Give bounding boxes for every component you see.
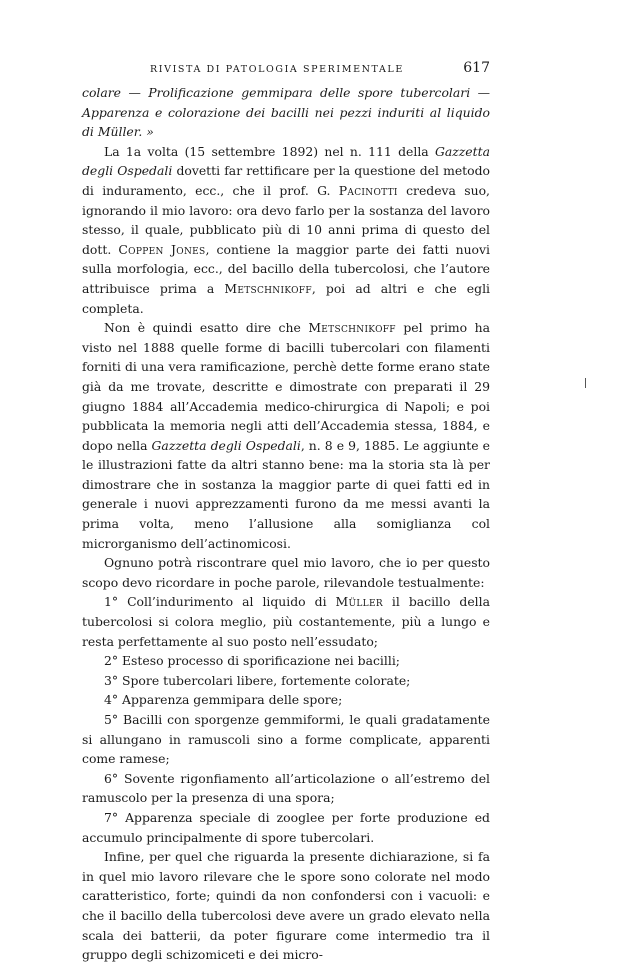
margin-mark xyxy=(585,378,586,388)
author-name: Coppen Jones xyxy=(118,241,206,257)
list-item-5: 5° Bacilli con sporgenze gemmiformi, le quali gradatamente si allungano in ramuscoli sino a forme complicate, apparenti come ramese; xyxy=(82,712,490,767)
list-item-6: 6° Sovente rigonfiamento all’articolazione o all’estremo del ramuscolo per la presenza di una spora; xyxy=(82,770,490,806)
author-name: Müller xyxy=(335,594,383,610)
author-name: Pacinotti xyxy=(338,182,398,198)
list-item-1 xyxy=(82,592,490,651)
paragraph-text: credeva suo, ignorando il mio lavoro: ora devo farlo per la sostanza del lavoro stesso, il quale, pubblicato più di 10 anni prima di questo del dott. xyxy=(82,182,490,257)
list-item-2: 2° Esteso processo di sporificazione nei bacilli; xyxy=(104,653,400,669)
paragraph-text: , n. 8 e 9, 1885. Le aggiunte e le illustrazioni fatte da altri stanno bene: ma la storia sta là per dimostrare che in sostanza la maggior parte di quei fatti ed in generale i nuovi apprezzamenti furono da me messi avanti la prima volta, meno l’allusione alla somiglianza col microrganismo dell’actinomicosi. xyxy=(82,437,490,551)
paragraph-text: , poi ad altri e che egli completa. xyxy=(82,280,490,316)
journal-title: Gazzetta degli Ospedali xyxy=(151,437,301,453)
list-item-3: 3° Spore tubercolari libere, fortemente colorate; xyxy=(104,672,411,688)
paragraph-first-correction xyxy=(82,142,490,318)
paragraph-text: , contiene la maggior parte dei fatti nuovi sulla morfologia, ecc., del bacillo della tubercolosi, che l’autore attribuisce prima a xyxy=(82,241,490,296)
quote-end-paragraph: colare — Prolificazione gemmipara delle spore tubercolari — Apparenza e colorazione dei bacilli nei pezzi induriti al liquido di Müller. » xyxy=(82,85,490,140)
paragraph-declaration: Infine, per quel che riguarda la presente dichiarazione, si fa in quel mio lavoro rilevare che le spore sono colorate nel modo caratteristico, forte; quindi da non confondersi con i vacuoli: e che il bacillo della tubercolosi deve avere un grado elevato nella scala dei batterii, da poter figurare come intermedio tra il gruppo degli schizomiceti e dei micro- xyxy=(82,849,490,963)
page-header xyxy=(70,60,490,76)
journal-title: Gazzetta degli Ospedali xyxy=(82,143,490,179)
page-number: 617 xyxy=(463,60,490,76)
paragraph-text: dovetti far rettificare per la questione del metodo di induramento, ecc., che il prof. G. xyxy=(82,163,490,198)
author-name: Metschnikoff xyxy=(308,320,396,336)
page-body xyxy=(82,83,490,965)
paragraph-text: pel primo ha visto nel 1888 quelle forme di bacilli tubercolari con filamenti forniti di una vera ramificazione, perchè dette forme erano state già da me trovate, descritte e dimostrate con preparati il 29 giugno 1884 all’Accademia medico-chirurgica di Napoli; e poi pubblicata la memoria negli atti dell’Accademia stessa, 1884, e dopo nella xyxy=(82,320,490,453)
paragraph-summary-intro: Ognuno potrà riscontrare quel mio lavoro, che io per questo scopo devo ricordare in poche parole, rilevandole testualmente: xyxy=(82,555,490,590)
item-text: il bacillo della tubercolosi si colora meglio, più costantemente, più a lungo e resta perfettamente al suo posto nell’essudato; xyxy=(82,594,490,649)
list-item-7: 7° Apparenza speciale di zooglee per forte produzione ed accumulo principalmente di spore tubercolari. xyxy=(82,809,490,845)
item-text: 1° Coll’indurimento al liquido di xyxy=(104,594,336,610)
paragraph-priority xyxy=(82,318,490,553)
running-head: RIVISTA DI PATOLOGIA SPERIMENTALE xyxy=(150,64,404,75)
paragraph-text: La 1a volta (15 settembre 1892) nel n. 111 della xyxy=(104,143,435,159)
list-item-4: 4° Apparenza gemmipara delle spore; xyxy=(104,692,343,708)
author-name: Metschnikoff xyxy=(224,280,312,296)
paragraph-text: Non è quindi esatto dire che xyxy=(104,320,309,336)
